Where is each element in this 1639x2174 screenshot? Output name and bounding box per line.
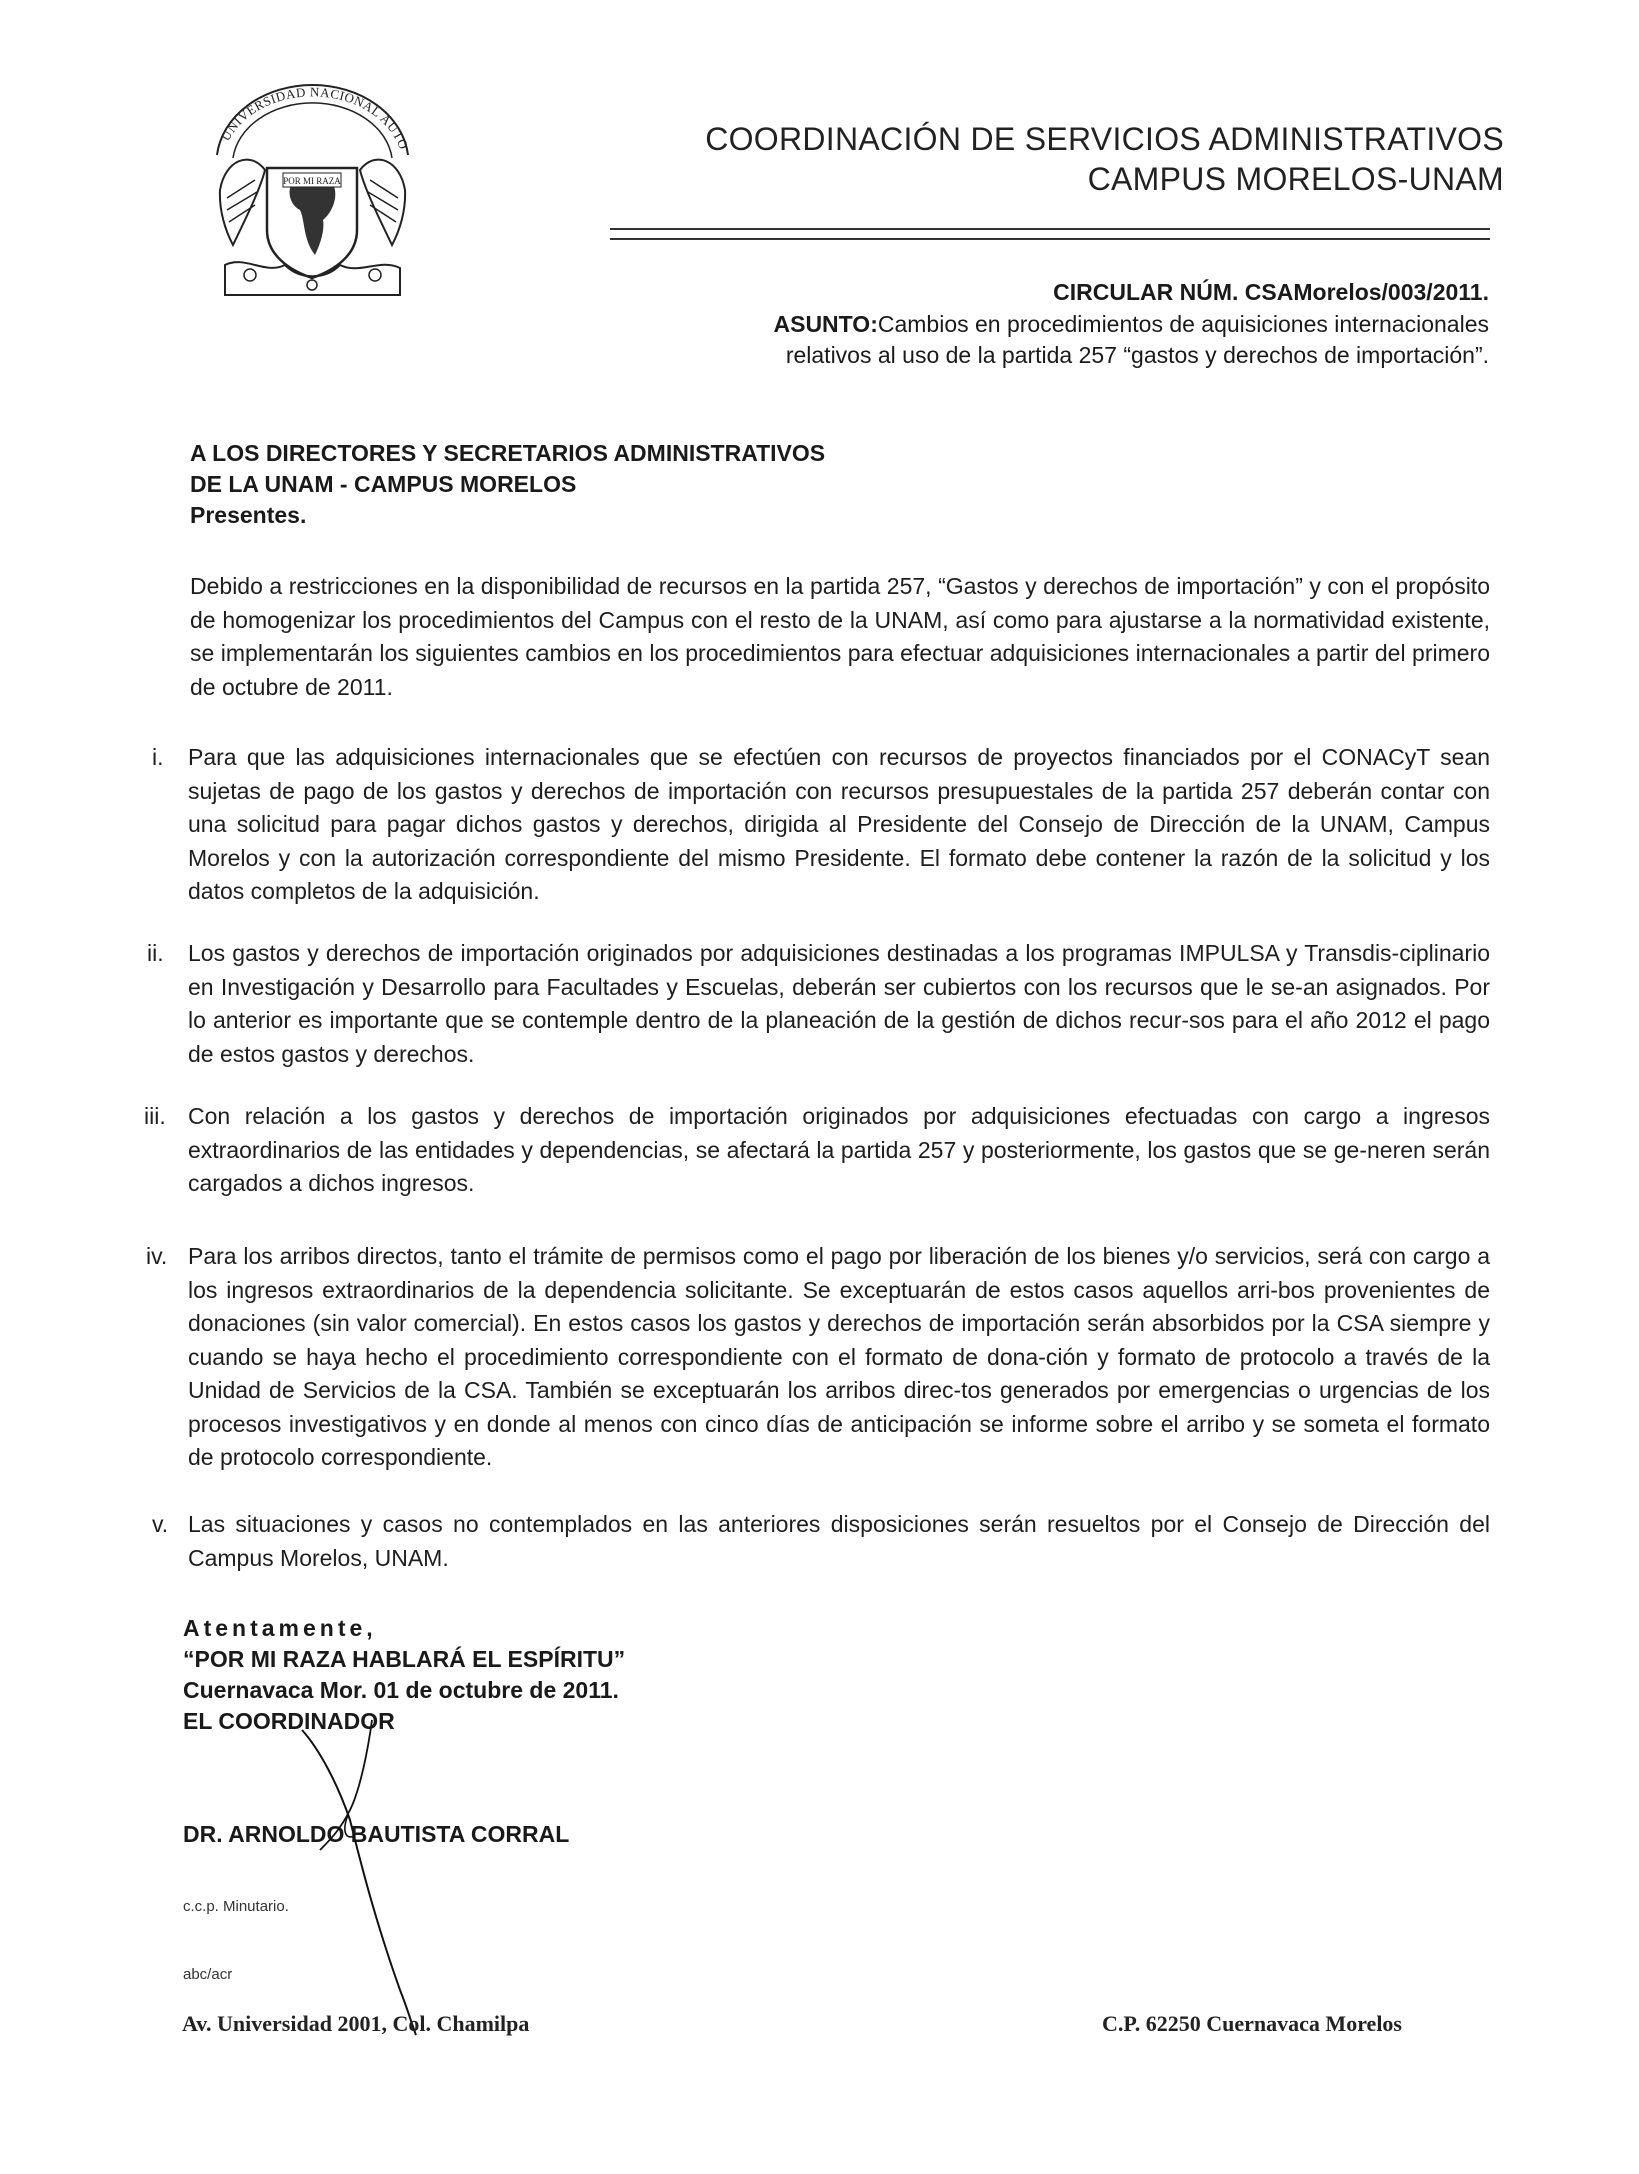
closing-place-date: Cuernavaca Mor. 01 de octubre de 2011. — [183, 1677, 619, 1703]
footer-address: Av. Universidad 2001, Col. Chamilpa — [182, 2011, 530, 2036]
circular-number: CIRCULAR NÚM. CSAMorelos/003/2011. — [1053, 279, 1489, 305]
addressee-line-1: A LOS DIRECTORES Y SECRETARIOS ADMINISTRATIVOS — [190, 440, 826, 466]
svg-text:POR MI RAZA: POR MI RAZA — [283, 176, 341, 186]
closing-cargo: EL COORDINADOR — [183, 1708, 395, 1734]
item-text: Los gastos y derechos de importación originados por adquisiciones destinadas a los programas IMPULSA y Transdis-ciplinario en Investigación y Desarrollo para Facultades y Escuelas, deberán ser cubiertos con los recursos que le se-an asignados. Por lo anterior es importante que se contemple dentro de la planeación de la gestión de dichos recur-sos para el año 2012 el pago de estos gastos y derechos. — [188, 940, 1490, 1067]
initials-note: abc/acr — [183, 1966, 233, 1983]
item-text: Con relación a los gastos y derechos de importación originados por adquisiciones efectuadas con cargo a ingresos extraordinarios de las entidades y dependencias, se afectará la partida 257 y posteriormente, los gastos que se ge-neren serán cargados a dichos ingresos. — [188, 1103, 1490, 1196]
item-number: i. — [152, 744, 164, 770]
intro-paragraph: Debido a restricciones en la disponibilidad de recursos en la partida 257, “Gastos y derechos de importación” y con el propósito de homogenizar los procedimientos del Campus con el resto de la UNAM, así como para ajustarse a la normatividad existente, se implementarán los siguientes cambios en los procedimientos para efectuar adquisiciones internacionales a partir del primero de octubre de 2011. — [190, 573, 1490, 700]
item-number: v. — [152, 1511, 169, 1537]
addressee-line-3: Presentes. — [190, 502, 307, 528]
header-divider-top — [610, 228, 1490, 230]
item-text: Para los arribos directos, tanto el trámite de permisos como el pago por liberación de los bienes y/o servicios, será con cargo a los ingresos extraordinarios de la dependencia solicitante. Se exceptuarán de estos casos aquellos arri-bos provenientes de donaciones (sin valor comercial). En estos casos los gastos y derechos de importación serán absorbidos por la CSA siempre y cuando se haya hecho el procedimiento correspondiente con el formato de dona-ción y formato de protocolo a través de la Unidad de Servicios de la CSA. También se exceptuarán los arribos direc-tos generados por emergencias o urgencias de los procesos investigativos y en donde al menos con cinco días de anticipación se informe sobre el arribo y se someta el formato de protocolo correspondiente. — [188, 1243, 1490, 1470]
handwritten-signature — [290, 1690, 450, 2040]
addressee-line-2: DE LA UNAM - CAMPUS MORELOS — [190, 471, 577, 497]
asunto-label: ASUNTO: — [773, 311, 878, 337]
asunto-text: Cambios en procedimientos de aquisiciones internacionales relativos al uso de la partida 257 “gastos y derechos de importación”. — [785, 311, 1489, 368]
signatory-name: DR. ARNOLDO BAUTISTA CORRAL — [183, 1821, 570, 1847]
footer-postal: C.P. 62250 Cuernavaca Morelos — [1101, 2011, 1402, 2036]
item-number: iii. — [144, 1103, 166, 1129]
closing-atentamente: Atentamente, — [183, 1615, 377, 1641]
header-divider-bottom — [610, 238, 1490, 240]
item-number: ii. — [147, 940, 164, 966]
seal-ring-text: UNIVERSIDAD NACIONAL AUTO — [217, 84, 412, 152]
header-line-2: CAMPUS MORELOS-UNAM — [1087, 161, 1504, 197]
item-text: Las situaciones y casos no contemplados en las anteriores disposiciones serán resueltos por el Consejo de Dirección del Campus Morelos, UNAM. — [188, 1511, 1490, 1571]
ccp-note: c.c.p. Minutario. — [183, 1898, 289, 1915]
item-text: Para que las adquisiciones internacionales que se efectúen con recursos de proyectos financiados por el CONACyT sean sujetas de pago de los gastos y derechos de importación con recursos presupuestales de la partida 257 deberán contar con una solicitud para pagar dichos gastos y derechos, dirigida al Presidente del Consejo de Dirección de la UNAM, Campus Morelos y con la autorización correspondiente del mismo Presidente. El formato debe contener la razón de la solicitud y los datos completos de la adquisición. — [188, 744, 1490, 904]
header-line-1: COORDINACIÓN DE SERVICIOS ADMINISTRATIVOS — [705, 121, 1504, 157]
unam-seal-icon — [205, 80, 420, 300]
circular-asunto — [769, 309, 1489, 371]
item-number: iv. — [146, 1243, 168, 1269]
svg-text:UNIVERSIDAD NACIONAL AUTONOMA — [205, 80, 412, 152]
closing-lema: “POR MI RAZA HABLARÁ EL ESPÍRITU” — [183, 1646, 626, 1672]
